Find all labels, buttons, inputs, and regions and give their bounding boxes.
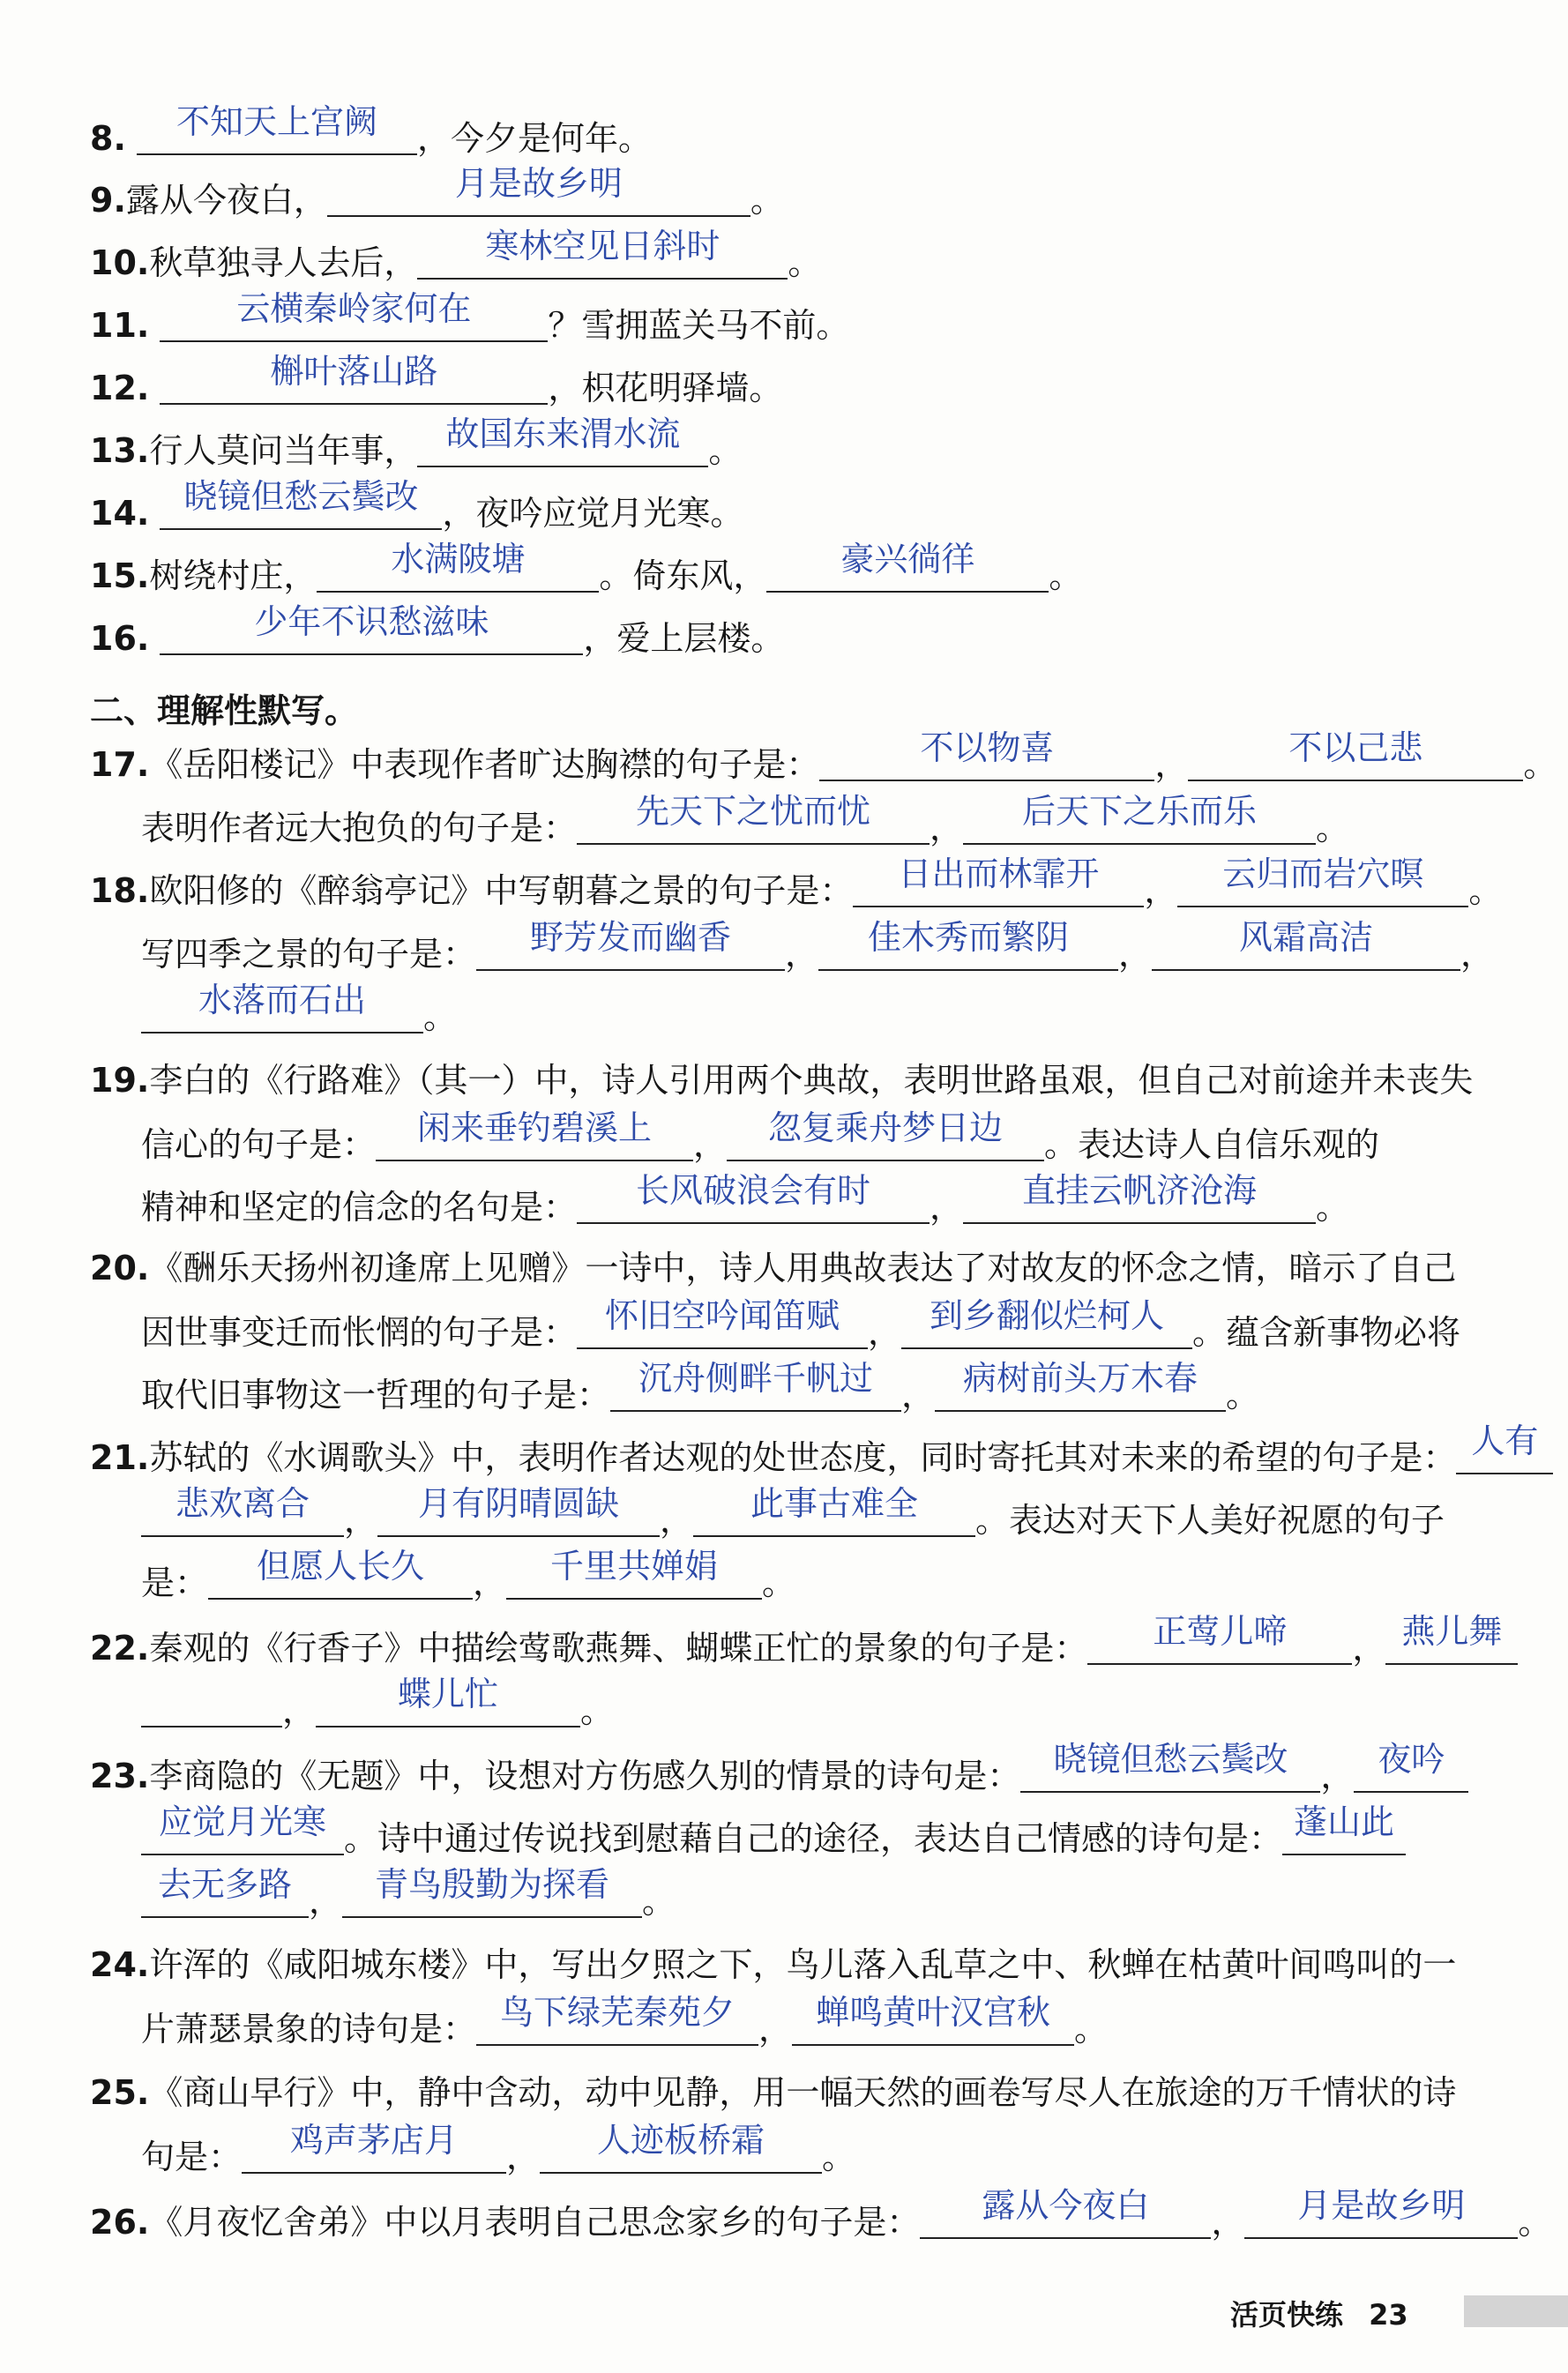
question-24: [90, 1943, 1483, 1987]
answer-blank[interactable]: [1282, 1802, 1406, 1855]
question-12: [90, 352, 1483, 410]
answer-blank[interactable]: [242, 2121, 506, 2174]
question-text: 秋草独寻人去后，: [149, 243, 418, 282]
answer-text: 青鸟殷勤为探看: [375, 1865, 610, 1904]
question-16: [90, 602, 1483, 660]
footer-decoration: [1464, 2295, 1568, 2327]
question-text: 写四季之景的句子是：: [141, 935, 477, 974]
question-number: 21.: [90, 1438, 150, 1477]
answer-blank[interactable]: [610, 1359, 901, 1412]
answer-text: 云归而岩穴暝: [1222, 854, 1424, 893]
answer-text: 长风破浪会有时: [636, 1171, 871, 1210]
question-10: [90, 227, 1483, 285]
question-number: 18.: [90, 871, 150, 910]
answer-blank[interactable]: [377, 1484, 660, 1537]
question-23-line-3: 去无多路 ， 青鸟殷勤为探看 。: [141, 1877, 1483, 1923]
question-number: 17.: [90, 745, 150, 784]
question-text: 片萧瑟景象的诗句是：: [141, 2010, 477, 2048]
answer-blank[interactable]: [160, 352, 548, 405]
question-number: 14.: [90, 494, 150, 533]
answer-blank[interactable]: [577, 792, 930, 845]
answer-text: 水满陂塘: [391, 540, 526, 578]
answer-blank[interactable]: [141, 1865, 309, 1918]
answer-blank[interactable]: [1087, 1612, 1352, 1665]
answer-text: 晓镜但愁云鬓改: [1053, 1740, 1288, 1779]
question-text: 表明作者远大抱负的句子是：: [141, 809, 578, 847]
question-text: 《月夜忆舍弟》中以月表明自己思念家乡的句子是：: [149, 2203, 921, 2242]
answer-text: 云横秦岭家何在: [236, 289, 472, 328]
answer-blank[interactable]: [792, 1993, 1074, 2046]
answer-blank[interactable]: [141, 1802, 344, 1855]
answer-blank[interactable]: [327, 164, 750, 217]
answer-blank[interactable]: [920, 2186, 1211, 2239]
answer-text: 怀旧空吟闻笛赋: [605, 1296, 840, 1335]
answer-blank[interactable]: [935, 1359, 1226, 1412]
answer-blank[interactable]: [818, 918, 1118, 971]
question-text: 露从今夜白，: [125, 181, 327, 220]
section-heading: 二、理解性默写。: [90, 691, 359, 730]
answer-text: 正莺儿啼: [1153, 1612, 1288, 1651]
answer-blank[interactable]: [1020, 1740, 1320, 1793]
answer-text: 野芳发而幽香: [530, 918, 732, 957]
answer-text: 月有阴晴圆缺: [418, 1484, 620, 1523]
question-number: 16.: [90, 619, 150, 658]
question-20-line-3: 取代旧事物这一哲理的句子是： 沉舟侧畔千帆过 ， 病树前头万木春 。: [141, 1359, 1260, 1414]
answer-text: 鸡声茅店月: [290, 2121, 459, 2160]
answer-blank[interactable]: [160, 477, 442, 530]
question-26: 26.《月夜忆舍弟》中以月表明自己思念家乡的句子是： 露从今夜白 ， 月是故乡明 。: [90, 2186, 1552, 2242]
question-text: 《酬乐天扬州初逢席上见赠》一诗中，诗人用典故表达了对故友的怀念之情，暗示了自己: [149, 1249, 1457, 1287]
answer-text: 悲欢离合: [175, 1484, 310, 1523]
answer-blank[interactable]: [317, 540, 599, 593]
question-24-line-2: 片萧瑟景象的诗句是： 鸟下绿芜秦苑夕 ， 蝉鸣黄叶汉宫秋 。: [141, 1993, 1109, 2048]
question-13: [90, 414, 1483, 473]
answer-text: 应觉月光寒: [158, 1802, 326, 1841]
answer-text: 燕儿舞: [1401, 1612, 1503, 1651]
question-9: [90, 164, 1483, 222]
answer-text: 不以己悲: [1288, 728, 1423, 767]
question-text: ，夜吟应觉月光寒。: [442, 494, 744, 533]
answer-text: 去无多路: [157, 1865, 292, 1904]
answer-blank[interactable]: [141, 981, 423, 1034]
question-number: 22.: [90, 1629, 150, 1668]
question-22-line-2: ， 蝶儿忙 。: [141, 1687, 1483, 1733]
answer-text: 到乡翻似烂柯人: [930, 1296, 1165, 1335]
answer-blank[interactable]: [137, 102, 417, 155]
question-18-line-2: 写四季之景的句子是： 野芳发而幽香 ， 佳木秀而繁阴 ， 风霜高洁 ，: [141, 918, 1495, 974]
answer-text: 先天下之忧而忧: [636, 792, 871, 831]
question-text: 。: [788, 243, 822, 282]
question-text: 精神和坚定的信念的名句是：: [141, 1188, 578, 1227]
footer-label: 活页快练: [1230, 2298, 1344, 2332]
answer-text: 但愿人长久: [257, 1547, 425, 1586]
answer-text: 直挂云帆济沧海: [1022, 1171, 1258, 1210]
answer-text: 露从今夜白: [982, 2186, 1150, 2225]
answer-blank[interactable]: [1456, 1422, 1553, 1474]
question-21-line-2: 悲欢离合 ， 月有阴晴圆缺 ， 此事古难全 。表达对天下人美好祝愿的句子: [141, 1496, 1483, 1542]
answer-blank[interactable]: [901, 1296, 1192, 1349]
answer-blank[interactable]: [141, 1484, 344, 1537]
answer-blank[interactable]: [1152, 918, 1460, 971]
answer-blank[interactable]: [727, 1108, 1044, 1161]
question-25: [90, 2071, 1483, 2115]
question-text: 信心的句子是：: [141, 1125, 377, 1164]
question-number: 26.: [90, 2203, 150, 2242]
question-text: 。倚东风，: [599, 556, 767, 595]
question-text: 句是：: [141, 2138, 243, 2176]
answer-text: 月是故乡明: [1297, 2186, 1466, 2225]
question-number: 24.: [90, 1945, 150, 1984]
answer-blank[interactable]: [476, 1993, 758, 2046]
answer-text: 后天下之乐而乐: [1022, 792, 1258, 831]
question-text: 苏轼的《水调歌头》中，表明作者达观的处世态度，同时寄托其对未来的希望的句子是：: [149, 1438, 1457, 1477]
answer-text: 不以物喜: [920, 728, 1055, 767]
question-text: 。表达诗人自信乐观的: [1044, 1125, 1380, 1164]
answer-text: 此事古难全: [750, 1484, 919, 1523]
question-text: 欧阳修的《醉翁亭记》中写朝暮之景的句子是：: [149, 871, 854, 910]
answer-blank[interactable]: [540, 2121, 822, 2174]
answer-text: 沉舟侧畔千帆过: [638, 1359, 874, 1398]
question-number: 10.: [90, 243, 150, 282]
question-text: 李白的《行路难》（其一）中，诗人引用两个典故，表明世路虽艰，但自己对前途并未丧失: [149, 1061, 1474, 1100]
question-text: 。表达对天下人美好祝愿的句子: [975, 1501, 1445, 1540]
answer-text: 人有: [1471, 1422, 1539, 1460]
answer-text: 月是故乡明: [454, 164, 623, 203]
question-18: 18.欧阳修的《醉翁亭记》中写朝暮之景的句子是： 日出而林霏开 ， 云归而岩穴暝 。: [90, 854, 1503, 910]
question-text: 。: [708, 431, 743, 470]
answer-text: 晓镜但愁云鬓改: [183, 477, 419, 516]
answer-blank[interactable]: [853, 854, 1144, 907]
question-text: 《岳阳楼记》中表现作者旷达胸襟的句子是：: [149, 745, 820, 784]
answer-text: 豪兴徜徉: [840, 540, 975, 578]
question-15: [90, 540, 1483, 598]
answer-blank[interactable]: [1354, 1740, 1468, 1793]
question-20-line-2: 因世事变迁而怅惘的句子是： 怀旧空吟闻笛赋 ， 到乡翻似烂柯人 。蕴含新事物必将: [141, 1296, 1461, 1352]
answer-text: 少年不识愁滋味: [254, 602, 489, 641]
answer-text: 风霜高洁: [1239, 918, 1374, 957]
question-text: 。: [1049, 556, 1083, 595]
question-text: 。蕴含新事物必将: [1192, 1313, 1461, 1352]
question-text: 李商隐的《无题》中，设想对方伤感久别的情景的诗句是：: [149, 1757, 1021, 1795]
answer-text: 夜吟: [1378, 1740, 1445, 1779]
answer-blank[interactable]: [160, 602, 583, 655]
question-number: 11.: [90, 306, 150, 345]
question-text: 《商山早行》中，静中含动，动中见静，用一幅天然的画卷写尽人在旅途的万千情状的诗: [149, 2073, 1457, 2112]
answer-text: 槲叶落山路: [270, 352, 438, 391]
answer-text: 蓬山此: [1294, 1802, 1395, 1841]
question-21: [90, 1422, 1539, 1480]
question-text: 秦观的《行香子》中描绘莺歌燕舞、蝴蝶正忙的景象的句子是：: [149, 1629, 1088, 1668]
question-19-line-2: 信心的句子是： 闲来垂钓碧溪上 ， 忽复乘舟梦日边 。表达诗人自信乐观的: [141, 1108, 1380, 1164]
answer-blank[interactable]: [506, 1547, 762, 1600]
answer-text: 不知天上宫阙: [175, 102, 377, 141]
question-17: 17.《岳阳楼记》中表现作者旷达胸襟的句子是： 不以物喜 ， 不以己悲 。: [90, 728, 1557, 784]
question-23-line-2: [141, 1802, 1483, 1861]
answer-text: 蝶儿忙: [398, 1675, 499, 1713]
question-number: 19.: [90, 1061, 150, 1100]
answer-blank[interactable]: [963, 1171, 1316, 1224]
question-number: 23.: [90, 1757, 150, 1795]
answer-text: 寒林空见日斜时: [485, 227, 721, 265]
page-footer: [1230, 2293, 1408, 2333]
question-25-line-2: 句是： 鸡声茅店月 ， 人迹板桥霜 。: [141, 2121, 856, 2176]
question-text: 因世事变迁而怅惘的句子是：: [141, 1313, 578, 1352]
answer-blank[interactable]: [1188, 728, 1523, 781]
answer-blank[interactable]: [963, 792, 1316, 845]
question-22: 22.秦观的《行香子》中描绘莺歌燕舞、蝴蝶正忙的景象的句子是： 正莺儿啼 ， 燕儿舞: [90, 1624, 1483, 1670]
question-text: 取代旧事物这一哲理的句子是：: [141, 1376, 611, 1414]
question-text: 。: [750, 181, 784, 220]
question-11: [90, 289, 1483, 347]
question-text: ，爱上层楼。: [583, 619, 785, 658]
question-14: [90, 477, 1483, 535]
question-20: [90, 1246, 1483, 1290]
answer-text: 日出而林霏开: [898, 854, 1100, 893]
question-17-line-2: 表明作者远大抱负的句子是： 先天下之忧而忧 ， 后天下之乐而乐 。: [141, 792, 1350, 847]
question-18-line-3: 水落而石出 。: [141, 993, 1483, 1039]
question-text: 树绕村庄，: [149, 556, 317, 595]
answer-blank[interactable]: [1385, 1612, 1518, 1665]
question-text: ，枳花明驿墙。: [548, 369, 783, 407]
answer-blank[interactable]: [819, 728, 1154, 781]
answer-blank[interactable]: [208, 1547, 473, 1600]
answer-blank[interactable]: [766, 540, 1049, 593]
answer-text: 千里共婵娟: [550, 1547, 719, 1586]
answer-text: 故国东来渭水流: [445, 414, 681, 453]
answer-blank[interactable]: [417, 227, 788, 280]
answer-blank[interactable]: [693, 1484, 975, 1537]
question-number: 12.: [90, 369, 150, 407]
question-number: 20.: [90, 1249, 150, 1287]
question-number: 8.: [90, 119, 126, 158]
answer-blank[interactable]: [376, 1108, 693, 1161]
answer-blank[interactable]: [160, 289, 548, 342]
question-text: 许浑的《咸阳城东楼》中，写出夕照之下，鸟儿落入乱草之中、秋蝉在枯黄叶间鸣叫的一: [149, 1945, 1457, 1984]
answer-blank[interactable]: [141, 1687, 282, 1728]
answer-blank[interactable]: [417, 414, 708, 467]
question-text: ，今夕是何年。: [416, 119, 652, 158]
page-number: 23: [1369, 2298, 1408, 2332]
answer-text: 闲来垂钓碧溪上: [417, 1108, 653, 1147]
question-number: 25.: [90, 2073, 150, 2112]
answer-text: 佳木秀而繁阴: [868, 918, 1070, 957]
answer-text: 病树前头万木春: [963, 1359, 1198, 1398]
answer-text: 忽复乘舟梦日边: [768, 1108, 1004, 1147]
answer-blank[interactable]: [577, 1296, 868, 1349]
question-23: 23.李商隐的《无题》中，设想对方伤感久别的情景的诗句是： 晓镜但愁云鬓改 ， 夜吟: [90, 1752, 1483, 1798]
question-text: 行人莫问当年事，: [149, 431, 418, 470]
question-text: ？雪拥蓝关马不前。: [548, 306, 850, 345]
answer-blank[interactable]: [476, 918, 785, 971]
answer-blank[interactable]: [316, 1675, 580, 1728]
answer-blank[interactable]: [577, 1171, 930, 1224]
answer-text: 鸟下绿芜秦苑夕: [500, 1993, 735, 2032]
answer-blank[interactable]: [1244, 2186, 1518, 2239]
question-19: [90, 1058, 1483, 1102]
question-number: 13.: [90, 431, 150, 470]
question-text: 。诗中通过传说找到慰藉自己的途径，表达自己情感的诗句是：: [344, 1819, 1283, 1858]
answer-text: 水落而石出: [198, 981, 366, 1019]
question-number: 15.: [90, 556, 150, 595]
question-8: [90, 102, 1483, 160]
answer-text: 人迹板桥霜: [597, 2121, 765, 2160]
question-text: 是：: [141, 1563, 209, 1602]
answer-blank[interactable]: [1177, 854, 1468, 907]
answer-text: 蝉鸣黄叶汉宫秋: [816, 1993, 1051, 2032]
question-21-line-3: 是： 但愿人长久 ， 千里共婵娟 。: [141, 1547, 796, 1602]
question-19-line-3: 精神和坚定的信念的名句是： 长风破浪会有时 ， 直挂云帆济沧海 。: [141, 1171, 1350, 1227]
question-number: 9.: [90, 181, 126, 220]
